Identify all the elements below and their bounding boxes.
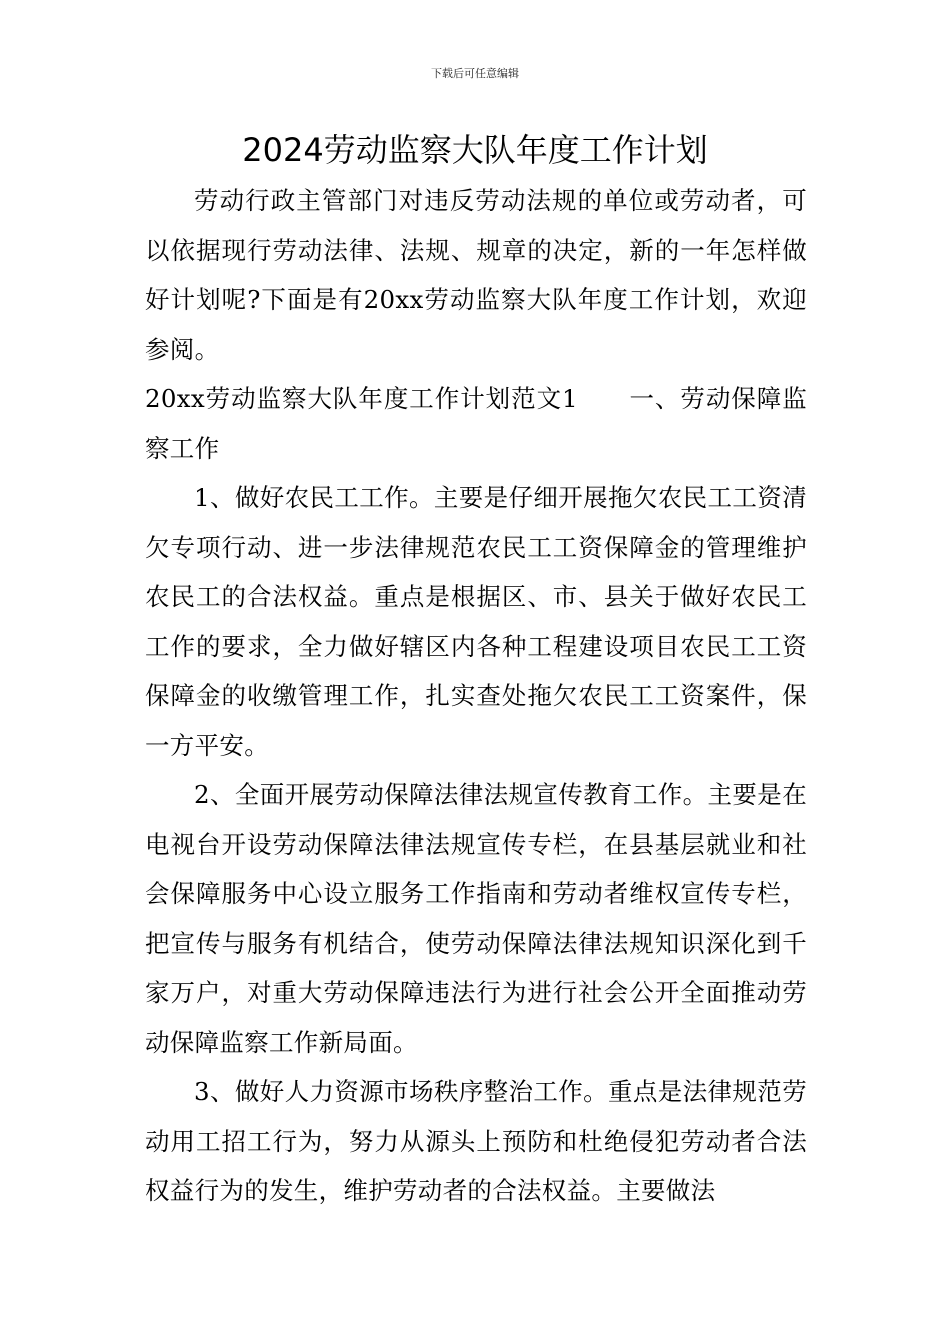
document-title: 2024劳动监察大队年度工作计划 [242, 131, 708, 169]
section-heading: 20xx劳动监察大队年度工作计划范文1 一、劳动保障监察工作 [145, 384, 807, 463]
item-2-paragraph: 2、全面开展劳动保障法律法规宣传教育工作。主要是在电视台开设劳动保障法律法规宣传专栏，在县基层就业和社会保障服务中心设立服务工作指南和劳动者维权宣传专栏，把宣传与服务有机结合，使劳动保障法律法规知识深化到千家万户，对重大劳动保障违法行为进行社会公开全面推动劳动保障监察工作新局面。 [145, 780, 807, 1057]
item-1-paragraph: 1、做好农民工工作。主要是仔细开展拖欠农民工工资清欠专项行动、进一步法律规范农民工工资保障金的管理维护农民工的合法权益。重点是根据区、市、县关于做好农民工工作的要求，全力做好辖区内各种工程建设项目农民工工资保障金的收缴管理工作，扎实查处拖欠农民工工资案件，保一方平安。 [145, 483, 807, 760]
item-3-paragraph: 3、做好人力资源市场秩序整治工作。重点是法律规范劳动用工招工行为，努力从源头上预防和杜绝侵犯劳动者合法权益行为的发生，维护劳动者的合法权益。主要做法 [145, 1077, 807, 1205]
header-note: 下载后可任意编辑 [431, 67, 519, 80]
document-body [145, 176, 807, 1216]
intro-paragraph: 劳动行政主管部门对违反劳动法规的单位或劳动者，可以依据现行劳动法律、法规、规章的决定，新的一年怎样做好计划呢?下面是有20xx劳动监察大队年度工作计划，欢迎参阅。 [145, 186, 807, 364]
